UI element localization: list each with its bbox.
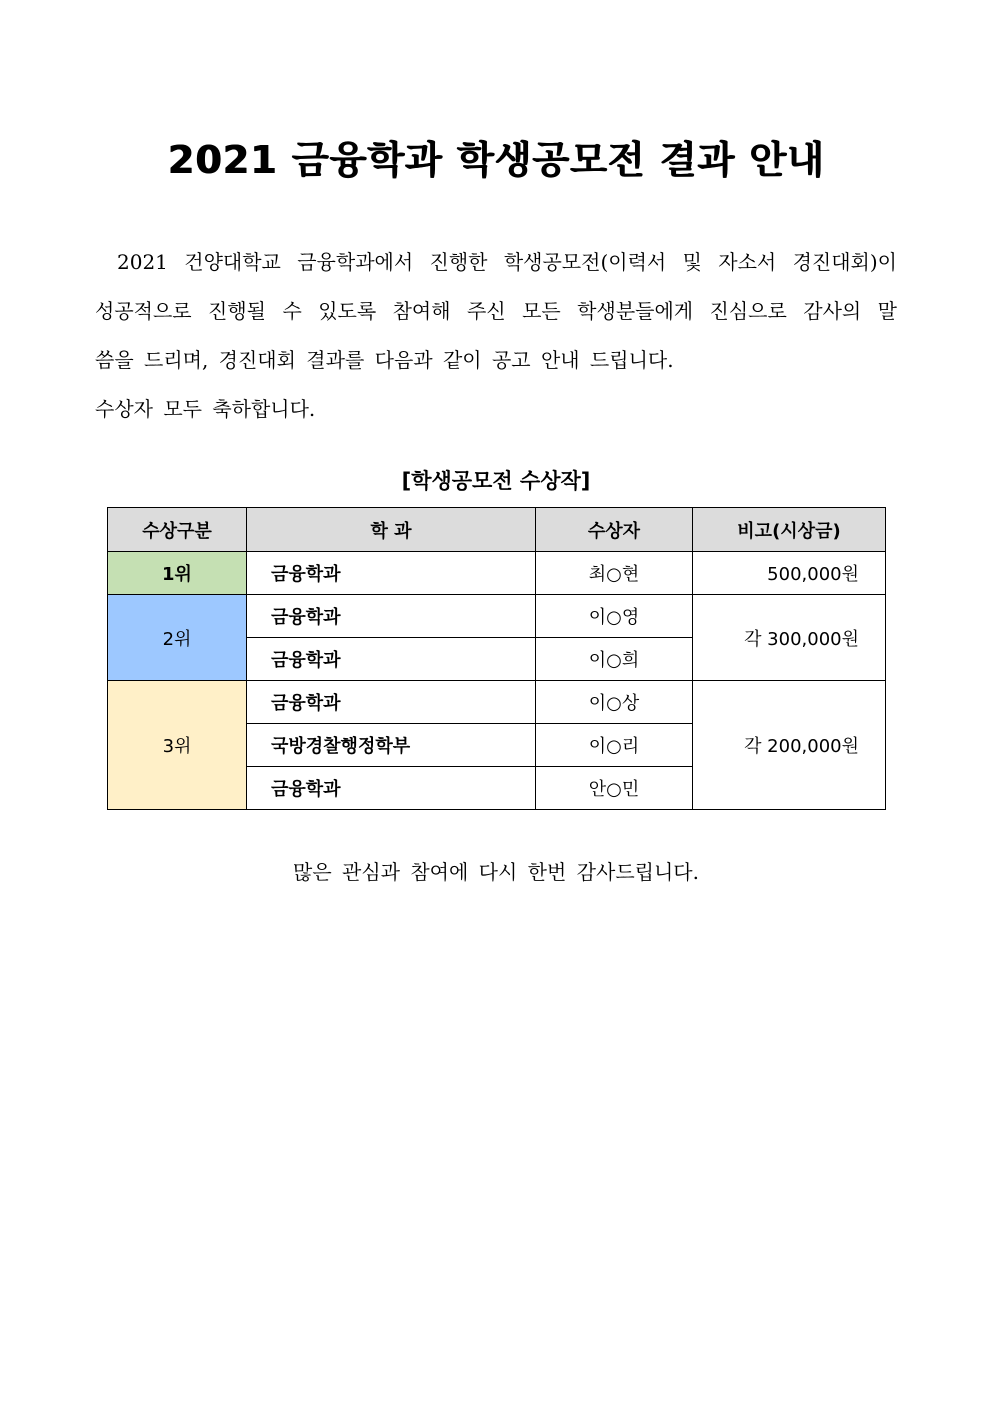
- rank-cell-1: 1위: [108, 552, 247, 595]
- dept-cell: 금융학과: [247, 595, 536, 638]
- prize-cell: 500,000원: [693, 552, 886, 595]
- closing-message: 많은 관심과 참여에 다시 한번 감사드립니다.: [293, 860, 699, 884]
- winner-cell: 최○현: [536, 552, 693, 595]
- intro-line-1: 2021 건양대학교 금융학과에서 진행한 학생공모전(이력서 및 자소서 경진대회)이: [117, 250, 897, 274]
- header-rank: 수상구분: [108, 508, 247, 552]
- page-title: 2021 금융학과 학생공모전 결과 안내: [167, 138, 825, 182]
- intro-line-4: 수상자 모두 축하합니다.: [95, 397, 316, 421]
- table-row: [108, 552, 886, 595]
- dept-cell: 금융학과: [247, 767, 536, 810]
- header-winner: 수상자: [536, 508, 693, 552]
- rank-cell-2: 2위: [108, 595, 247, 681]
- rank-cell-3: 3위: [108, 681, 247, 810]
- table-caption: [학생공모전 수상작]: [401, 469, 591, 493]
- table-row: [108, 595, 886, 638]
- winner-cell: 이○상: [536, 681, 693, 724]
- header-note: 비고(시상금): [693, 508, 886, 552]
- prize-cell: 각 300,000원: [693, 595, 886, 681]
- winner-cell: 안○민: [536, 767, 693, 810]
- winner-cell: 이○희: [536, 638, 693, 681]
- dept-cell: 국방경찰행정학부: [247, 724, 536, 767]
- dept-cell: 금융학과: [247, 552, 536, 595]
- table-header-row: [108, 508, 886, 552]
- dept-cell: 금융학과: [247, 681, 536, 724]
- header-dept: 학 과: [247, 508, 536, 552]
- dept-cell: 금융학과: [247, 638, 536, 681]
- awards-table: [107, 507, 886, 810]
- table-row: [108, 681, 886, 724]
- intro-paragraph: [95, 238, 897, 434]
- winner-cell: 이○영: [536, 595, 693, 638]
- intro-line-3: 씀을 드리며, 경진대회 결과를 다음과 같이 공고 안내 드립니다.: [95, 348, 674, 372]
- prize-cell: 각 200,000원: [693, 681, 886, 810]
- intro-line-2: 성공적으로 진행될 수 있도록 참여해 주신 모든 학생분들에게 진심으로 감사의 말: [95, 299, 897, 323]
- winner-cell: 이○리: [536, 724, 693, 767]
